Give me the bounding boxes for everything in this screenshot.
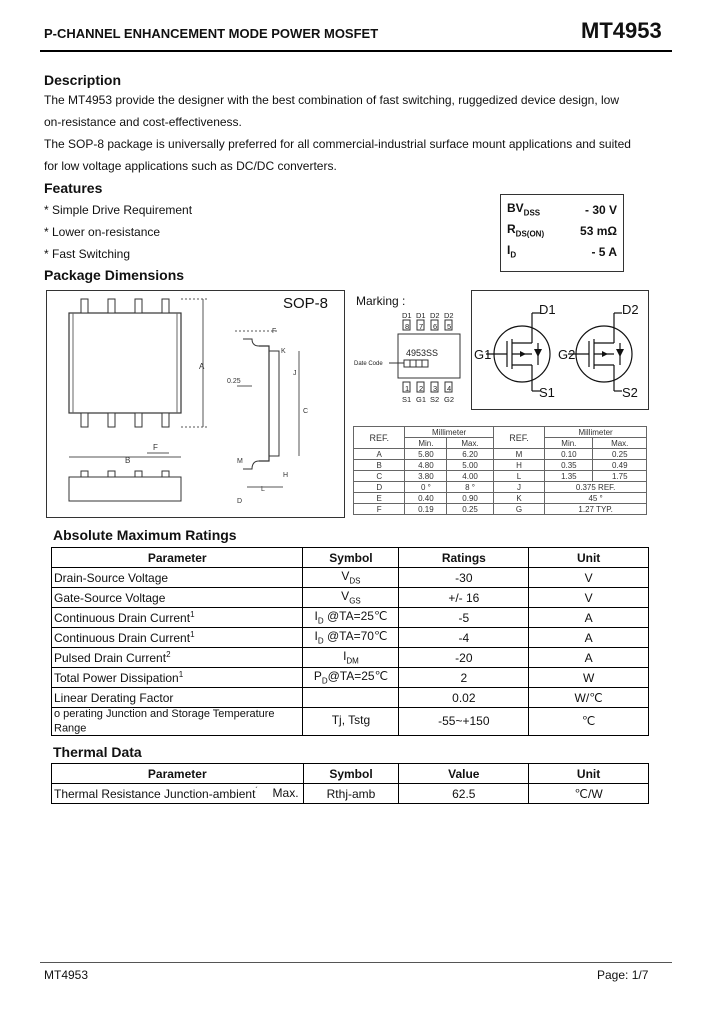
svg-text:D2: D2 bbox=[444, 311, 454, 320]
document-title: P-CHANNEL ENHANCEMENT MODE POWER MOSFET bbox=[44, 26, 379, 41]
spec-row: $I_D$ - 5 A bbox=[507, 243, 617, 260]
thermal-heading: Thermal Data bbox=[53, 744, 142, 760]
dim-label-gauge: 0.25 bbox=[227, 378, 241, 385]
table-row: D 0 ° 8 ° J 0.375 REF. bbox=[354, 482, 647, 493]
marking-code: 4953SS bbox=[406, 348, 439, 358]
label-g2: G2 bbox=[558, 347, 576, 362]
table-row: Total Power Dissipation$^1$ $P_D@TA=25℃$ 2 W bbox=[52, 668, 649, 688]
marking-area bbox=[352, 290, 464, 408]
features-heading: Features bbox=[44, 180, 103, 196]
header-rule bbox=[40, 50, 672, 52]
svg-text:4: 4 bbox=[447, 384, 452, 393]
table-row: Thermal Resistance Junction-ambient´ Max. Rthj-amb 62.5 ℃/W bbox=[52, 784, 649, 804]
label-s2: S2 bbox=[622, 385, 638, 400]
svg-text:D1: D1 bbox=[416, 311, 426, 320]
table-row: C 3.80 4.00 L 1.35 1.75 bbox=[354, 471, 647, 482]
table-row: Continuous Drain Current$^1$ $I_D$ @TA=70℃ -4 A bbox=[52, 628, 649, 648]
svg-text:S1: S1 bbox=[402, 395, 412, 404]
svg-text:G2: G2 bbox=[444, 395, 455, 404]
description-line: on-resistance and cost-effectiveness. bbox=[44, 115, 242, 129]
svg-text:6: 6 bbox=[433, 322, 438, 331]
svg-text:5: 5 bbox=[447, 322, 452, 331]
schematic-box bbox=[471, 290, 649, 410]
marking-label: Marking : bbox=[356, 294, 406, 308]
dim-label-g: F bbox=[153, 443, 158, 452]
label-d1: D1 bbox=[539, 302, 556, 317]
feature-item: * Lower on-resistance bbox=[44, 225, 161, 239]
dim-label-m: M bbox=[237, 458, 243, 465]
label-g1: G1 bbox=[474, 347, 492, 362]
footer-rule bbox=[40, 962, 672, 963]
package-outline-svg bbox=[47, 291, 344, 517]
mosfet-schematic-svg bbox=[472, 291, 648, 409]
dimension-table: REF. Millimeter REF. Millimeter Min. Max. Min. Max. A 5.80 6.20 M 0.10 0.25 B 4.80 5.00 H 0.35 0.49 C 3.80 4.00 L 1.35 1.75 D 0 ° 8 ° J 0.375 REF. E 0.40 0.90 K 45 ° F 0.19 0.25 G 1.27 TYP. bbox=[353, 426, 647, 515]
description-line: The SOP-8 package is universally preferred for all commercial-industrial surface mount applications and suited bbox=[44, 137, 631, 151]
label-d2: D2 bbox=[622, 302, 639, 317]
table-row: E 0.40 0.90 K 45 ° bbox=[354, 493, 647, 504]
svg-text:2: 2 bbox=[419, 384, 424, 393]
svg-text:7: 7 bbox=[419, 322, 424, 331]
dim-label-a: A bbox=[199, 362, 205, 371]
svg-text:S2: S2 bbox=[430, 395, 440, 404]
label-s1: S1 bbox=[539, 385, 555, 400]
abs-max-table: Parameter Symbol Ratings Unit Drain-Source Voltage $V_{DS}$ -30 V Gate-Source Voltage $V_{GS}$ +/- 16 V Continuous Drain Current$^1$ $I_D$ @TA=25℃ -5 A Continuous Drain Current$^1$ $I_D$ @TA=70℃ -4 A Pulsed Drain Current$^2$ $I_{DM}$ -20 A Total Power Dissipation$^1$ $P_D@TA=25℃$ 2 W Linear Derating Factor 0.02 W/℃ o perating Junction and Storage Temperature Range Tj, Tstg -55~+150 ℃ bbox=[51, 547, 649, 736]
table-row: Linear Derating Factor 0.02 W/℃ bbox=[52, 688, 649, 708]
svg-text:3: 3 bbox=[433, 384, 438, 393]
sop8-label: SOP-8 bbox=[283, 295, 329, 312]
footer-part: MT4953 bbox=[44, 968, 89, 982]
spec-row: $R_{DS(ON)}$ 53 mΩ bbox=[507, 222, 617, 239]
footer-page: Page: 1/7 bbox=[597, 968, 649, 982]
dim-label-j: J bbox=[293, 370, 297, 377]
dim-label-l: L bbox=[261, 486, 265, 493]
package-heading: Package Dimensions bbox=[44, 267, 185, 283]
thermal-table: Parameter Symbol Value Unit Thermal Resistance Junction-ambient´ Max. Rthj-amb 62.5 ℃/W bbox=[51, 763, 649, 804]
feature-item: * Simple Drive Requirement bbox=[44, 203, 193, 217]
marking-chip-svg bbox=[352, 290, 464, 408]
table-row: Gate-Source Voltage $V_{GS}$ +/- 16 V bbox=[52, 588, 649, 608]
package-drawing bbox=[46, 290, 345, 518]
abs-max-heading: Absolute Maximum Ratings bbox=[53, 527, 237, 543]
dim-label-d: D bbox=[237, 498, 243, 505]
description-line: for low voltage applications such as DC/DC converters. bbox=[44, 159, 337, 173]
svg-text:D2: D2 bbox=[430, 311, 440, 320]
table-row: A 5.80 6.20 M 0.10 0.25 bbox=[354, 449, 647, 460]
svg-text:D1: D1 bbox=[402, 311, 412, 320]
dim-label-c: C bbox=[303, 408, 309, 415]
table-row: F 0.19 0.25 G 1.27 TYP. bbox=[354, 504, 647, 515]
svg-text:G1: G1 bbox=[416, 395, 427, 404]
feature-item: * Fast Switching bbox=[44, 247, 131, 261]
svg-text:1: 1 bbox=[405, 384, 410, 393]
dim-label-b: B bbox=[125, 456, 131, 465]
description-line: The MT4953 provide the designer with the best combination of fast switching, ruggedized device design, low bbox=[44, 93, 619, 107]
date-code-label: Date Code bbox=[354, 361, 383, 367]
description-text bbox=[44, 89, 684, 177]
dim-label-k: K bbox=[281, 348, 286, 355]
table-row: o perating Junction and Storage Temperature Range Tj, Tstg -55~+150 ℃ bbox=[52, 708, 649, 736]
key-spec-box bbox=[500, 194, 624, 272]
spec-row: $BV_{DSS}$ - 30 V bbox=[507, 201, 617, 218]
dim-label-h: H bbox=[283, 472, 289, 479]
table-row: Pulsed Drain Current$^2$ $I_{DM}$ -20 A bbox=[52, 648, 649, 668]
dim-label-f: F bbox=[272, 328, 277, 335]
table-row: Drain-Source Voltage $V_{DS}$ -30 V bbox=[52, 568, 649, 588]
part-number: MT4953 bbox=[581, 18, 662, 43]
description-heading: Description bbox=[44, 72, 122, 88]
table-row: Continuous Drain Current$^1$ $I_D$ @TA=25℃ -5 A bbox=[52, 608, 649, 628]
svg-text:8: 8 bbox=[405, 322, 410, 331]
table-row: B 4.80 5.00 H 0.35 0.49 bbox=[354, 460, 647, 471]
